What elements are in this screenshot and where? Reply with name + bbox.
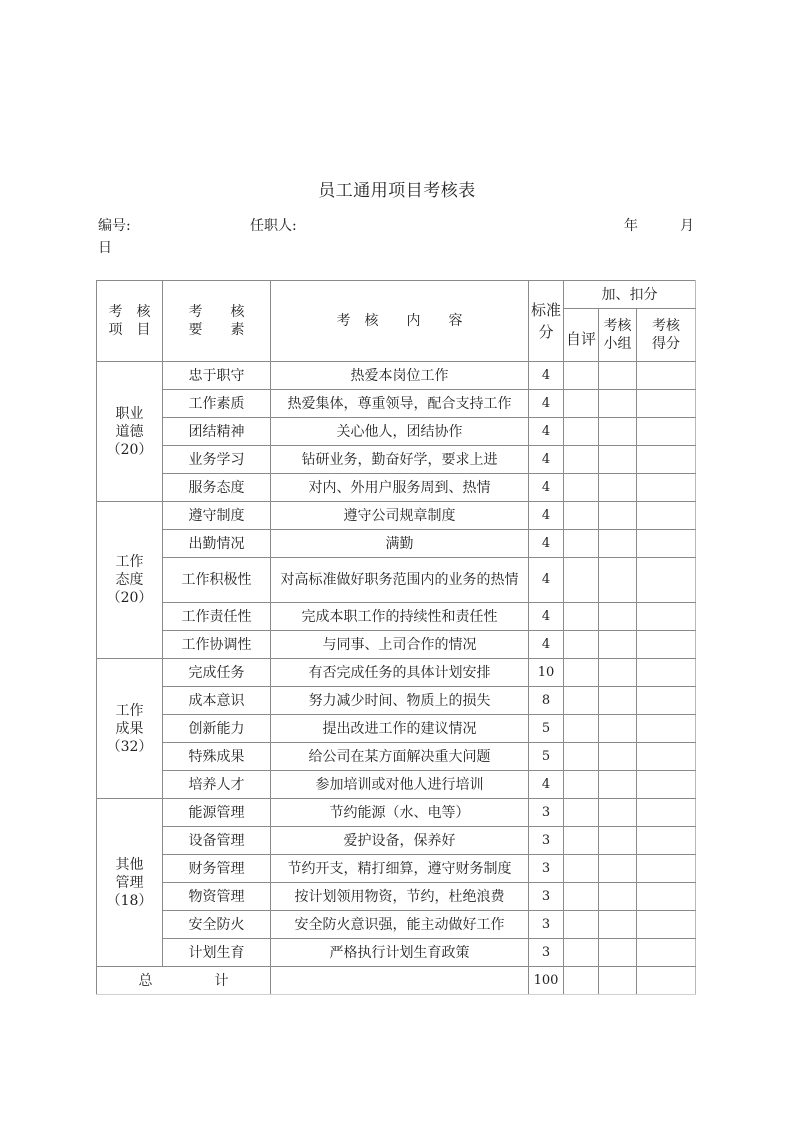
element-cell: 团结精神 xyxy=(163,418,271,446)
self-eval-input[interactable] xyxy=(564,911,599,939)
standard-score-cell: 4 xyxy=(529,362,564,390)
self-eval-input[interactable] xyxy=(564,474,599,502)
group-eval-input[interactable] xyxy=(599,743,637,771)
standard-score-cell: 4 xyxy=(529,446,564,474)
final-score-input[interactable] xyxy=(637,631,696,659)
group-eval-input[interactable] xyxy=(599,687,637,715)
content-cell: 钻研业务，勤奋好学，要求上进 xyxy=(271,446,529,474)
group-eval-input[interactable] xyxy=(599,715,637,743)
element-cell: 成本意识 xyxy=(163,687,271,715)
content-cell: 严格执行计划生育政策 xyxy=(271,939,529,967)
element-cell: 培养人才 xyxy=(163,771,271,799)
group-eval-input[interactable] xyxy=(599,558,637,603)
element-cell: 业务学习 xyxy=(163,446,271,474)
self-eval-input[interactable] xyxy=(564,715,599,743)
category-cell: 职业 道德 （20） xyxy=(97,362,163,502)
header-score: 考核 得分 xyxy=(637,309,696,362)
standard-score-cell: 4 xyxy=(529,631,564,659)
content-cell: 与同事、上司合作的情况 xyxy=(271,631,529,659)
table-row xyxy=(97,855,696,883)
document-title: 员工通用项目考核表 xyxy=(318,181,476,201)
content-cell: 对内、外用户服务周到、热情 xyxy=(271,474,529,502)
final-score-input[interactable] xyxy=(637,687,696,715)
final-score-input[interactable] xyxy=(637,827,696,855)
content-cell: 安全防火意识强，能主动做好工作 xyxy=(271,911,529,939)
self-eval-input[interactable] xyxy=(564,743,599,771)
content-cell: 热爱本岗位工作 xyxy=(271,362,529,390)
table-row xyxy=(97,687,696,715)
table-row xyxy=(97,362,696,390)
final-score-input[interactable] xyxy=(637,446,696,474)
group-eval-input[interactable] xyxy=(599,362,637,390)
standard-score-cell: 5 xyxy=(529,715,564,743)
table-row xyxy=(97,603,696,631)
final-score-input[interactable] xyxy=(637,390,696,418)
standard-score-cell: 5 xyxy=(529,743,564,771)
table-row xyxy=(97,446,696,474)
standard-score-cell: 4 xyxy=(529,418,564,446)
total-self-eval-input[interactable] xyxy=(564,967,599,995)
standard-score-cell: 4 xyxy=(529,530,564,558)
final-score-input[interactable] xyxy=(637,530,696,558)
category-cell: 其他 管理 （18） xyxy=(97,799,163,967)
element-cell: 忠于职守 xyxy=(163,362,271,390)
total-label: 总 计 xyxy=(97,967,271,995)
table-row xyxy=(97,502,696,530)
table-row xyxy=(97,474,696,502)
self-eval-input[interactable] xyxy=(564,687,599,715)
standard-score-cell: 3 xyxy=(529,911,564,939)
position-label: 任职人: xyxy=(250,218,297,234)
table-row xyxy=(97,883,696,911)
content-cell: 遵守公司规章制度 xyxy=(271,502,529,530)
standard-score-cell: 4 xyxy=(529,474,564,502)
content-cell: 爱护设备，保养好 xyxy=(271,827,529,855)
standard-score-cell: 3 xyxy=(529,799,564,827)
content-cell: 满勤 xyxy=(271,530,529,558)
self-eval-input[interactable] xyxy=(564,502,599,530)
element-cell: 工作协调性 xyxy=(163,631,271,659)
standard-score-cell: 4 xyxy=(529,771,564,799)
total-content-cell xyxy=(271,967,529,995)
header-row-1 xyxy=(97,281,696,309)
content-cell: 有否完成任务的具体计划安排 xyxy=(271,659,529,687)
content-cell: 节约能源（水、电等） xyxy=(271,799,529,827)
header-adjust: 加、扣分 xyxy=(564,281,696,309)
final-score-input[interactable] xyxy=(637,474,696,502)
group-eval-input[interactable] xyxy=(599,883,637,911)
element-cell: 遵守制度 xyxy=(163,502,271,530)
header-item: 考 核 项 目 xyxy=(97,281,163,362)
category-cell: 工作 态度 （20） xyxy=(97,502,163,659)
number-label: 编号: xyxy=(98,218,131,234)
element-cell: 特殊成果 xyxy=(163,743,271,771)
element-cell: 安全防火 xyxy=(163,911,271,939)
element-cell: 计划生育 xyxy=(163,939,271,967)
self-eval-input[interactable] xyxy=(564,530,599,558)
self-eval-input[interactable] xyxy=(564,827,599,855)
element-cell: 工作素质 xyxy=(163,390,271,418)
group-eval-input[interactable] xyxy=(599,659,637,687)
element-cell: 工作积极性 xyxy=(163,558,271,603)
final-score-input[interactable] xyxy=(637,799,696,827)
table-row xyxy=(97,911,696,939)
standard-score-cell: 4 xyxy=(529,603,564,631)
self-eval-input[interactable] xyxy=(564,603,599,631)
self-eval-input[interactable] xyxy=(564,799,599,827)
group-eval-input[interactable] xyxy=(599,771,637,799)
content-cell: 给公司在某方面解决重大问题 xyxy=(271,743,529,771)
table-row xyxy=(97,799,696,827)
element-cell: 服务态度 xyxy=(163,474,271,502)
self-eval-input[interactable] xyxy=(564,855,599,883)
standard-score-cell: 4 xyxy=(529,390,564,418)
content-cell: 参加培训或对他人进行培训 xyxy=(271,771,529,799)
self-eval-input[interactable] xyxy=(564,631,599,659)
table-row xyxy=(97,771,696,799)
group-eval-input[interactable] xyxy=(599,855,637,883)
table-row xyxy=(97,659,696,687)
category-cell: 工作 成果 （32） xyxy=(97,659,163,799)
group-eval-input[interactable] xyxy=(599,827,637,855)
final-score-input[interactable] xyxy=(637,855,696,883)
final-score-input[interactable] xyxy=(637,743,696,771)
table-row xyxy=(97,827,696,855)
header-self-eval: 自评 xyxy=(564,309,599,362)
final-score-input[interactable] xyxy=(637,502,696,530)
standard-score-cell: 4 xyxy=(529,502,564,530)
header-group: 考核 小组 xyxy=(599,309,637,362)
group-eval-input[interactable] xyxy=(599,603,637,631)
table-row xyxy=(97,390,696,418)
group-eval-input[interactable] xyxy=(599,911,637,939)
group-eval-input[interactable] xyxy=(599,474,637,502)
month-label: 月 xyxy=(680,218,694,234)
group-eval-input[interactable] xyxy=(599,631,637,659)
header-content: 考 核 内 容 xyxy=(271,281,529,362)
content-cell: 按计划领用物资，节约，杜绝浪费 xyxy=(271,883,529,911)
table-row xyxy=(97,530,696,558)
table-row xyxy=(97,715,696,743)
element-cell: 物资管理 xyxy=(163,883,271,911)
table-row xyxy=(97,418,696,446)
table-row xyxy=(97,939,696,967)
year-label: 年 xyxy=(624,218,638,234)
final-score-input[interactable] xyxy=(637,362,696,390)
standard-score-cell: 3 xyxy=(529,827,564,855)
self-eval-input[interactable] xyxy=(564,939,599,967)
group-eval-input[interactable] xyxy=(599,502,637,530)
self-eval-input[interactable] xyxy=(564,446,599,474)
group-eval-input[interactable] xyxy=(599,939,637,967)
self-eval-input[interactable] xyxy=(564,771,599,799)
group-eval-input[interactable] xyxy=(599,446,637,474)
standard-score-cell: 3 xyxy=(529,855,564,883)
final-score-input[interactable] xyxy=(637,715,696,743)
assessment-table xyxy=(96,280,696,995)
content-cell: 热爱集体，尊重领导，配合支持工作 xyxy=(271,390,529,418)
content-cell: 节约开支，精打细算，遵守财务制度 xyxy=(271,855,529,883)
group-eval-input[interactable] xyxy=(599,530,637,558)
table-row xyxy=(97,743,696,771)
final-score-input[interactable] xyxy=(637,558,696,603)
standard-score-cell: 3 xyxy=(529,883,564,911)
final-score-input[interactable] xyxy=(637,939,696,967)
self-eval-input[interactable] xyxy=(564,390,599,418)
header-standard: 标准 分 xyxy=(529,281,564,362)
self-eval-input[interactable] xyxy=(564,362,599,390)
content-cell: 完成本职工作的持续性和责任性 xyxy=(271,603,529,631)
element-cell: 工作责任性 xyxy=(163,603,271,631)
standard-score-cell: 3 xyxy=(529,939,564,967)
element-cell: 能源管理 xyxy=(163,799,271,827)
standard-score-cell: 4 xyxy=(529,558,564,603)
total-score-input[interactable] xyxy=(637,967,696,995)
content-cell: 关心他人，团结协作 xyxy=(271,418,529,446)
final-score-input[interactable] xyxy=(637,911,696,939)
header-element: 考 核 要 素 xyxy=(163,281,271,362)
self-eval-input[interactable] xyxy=(564,883,599,911)
standard-score-cell: 10 xyxy=(529,659,564,687)
final-score-input[interactable] xyxy=(637,771,696,799)
final-score-input[interactable] xyxy=(637,659,696,687)
element-cell: 完成任务 xyxy=(163,659,271,687)
total-standard: 100 xyxy=(529,967,564,995)
final-score-input[interactable] xyxy=(637,883,696,911)
group-eval-input[interactable] xyxy=(599,390,637,418)
total-group-input[interactable] xyxy=(599,967,637,995)
standard-score-cell: 8 xyxy=(529,687,564,715)
self-eval-input[interactable] xyxy=(564,558,599,603)
group-eval-input[interactable] xyxy=(599,799,637,827)
total-row xyxy=(97,967,696,995)
element-cell: 创新能力 xyxy=(163,715,271,743)
element-cell: 设备管理 xyxy=(163,827,271,855)
final-score-input[interactable] xyxy=(637,603,696,631)
group-eval-input[interactable] xyxy=(599,418,637,446)
content-cell: 提出改进工作的建议情况 xyxy=(271,715,529,743)
element-cell: 出勤情况 xyxy=(163,530,271,558)
table-row xyxy=(97,558,696,603)
day-label: 日 xyxy=(98,240,112,256)
element-cell: 财务管理 xyxy=(163,855,271,883)
self-eval-input[interactable] xyxy=(564,418,599,446)
final-score-input[interactable] xyxy=(637,418,696,446)
self-eval-input[interactable] xyxy=(564,659,599,687)
content-cell: 努力减少时间、物质上的损失 xyxy=(271,687,529,715)
table-row xyxy=(97,631,696,659)
content-cell: 对高标准做好职务范围内的业务的热情 xyxy=(271,558,529,603)
